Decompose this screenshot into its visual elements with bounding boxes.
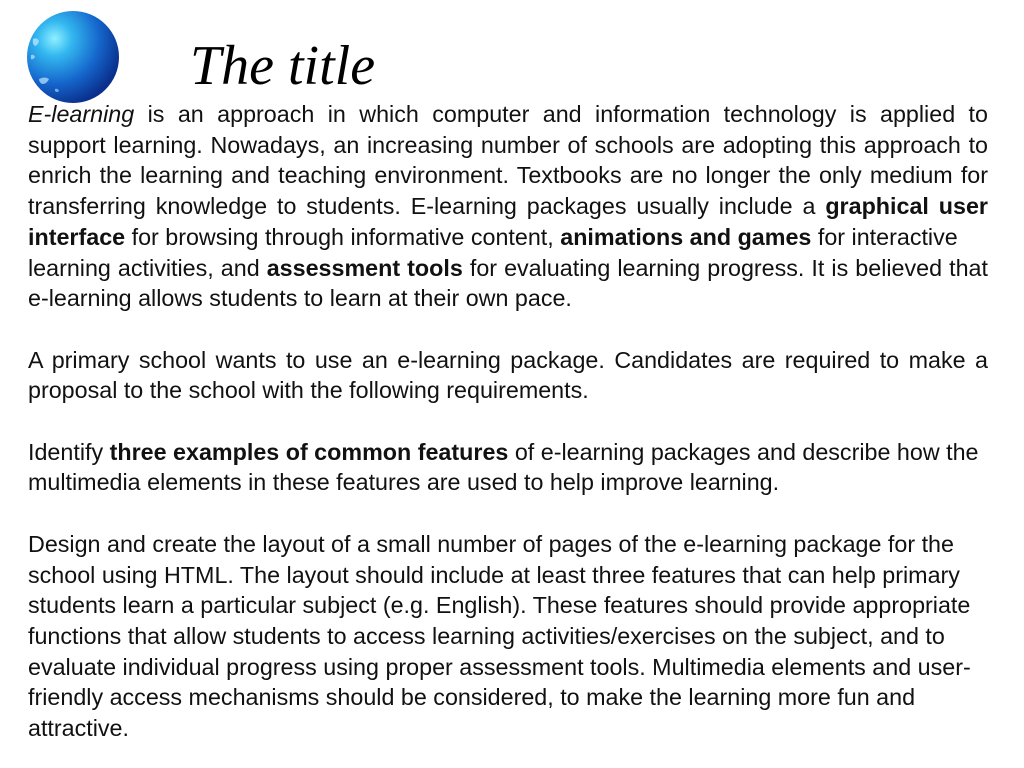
spacer bbox=[28, 498, 988, 529]
spacer bbox=[28, 314, 988, 345]
bold-three-examples: three examples of common features bbox=[109, 438, 509, 465]
continued-text-a: learning activities, and bbox=[28, 254, 267, 281]
bold-assessment-tools: assessment tools bbox=[266, 254, 463, 281]
term-e-learning: E-learning bbox=[28, 101, 135, 127]
bold-gui: graphical user interface bbox=[28, 193, 988, 250]
intro-text-c: for interactive bbox=[811, 223, 958, 250]
identify-text-a: Identify bbox=[28, 438, 110, 465]
paragraph-intro bbox=[28, 99, 988, 253]
paragraph-task: A primary school wants to use an e-learning package. Candidates are required to make a proposal to the school with the following requirements. bbox=[28, 346, 988, 404]
identify-text-b: of e-learning packages and describe how the multimedia elements in these features are used to help improve learning. bbox=[28, 438, 979, 496]
bold-animations-games: animations and games bbox=[560, 223, 812, 250]
spacer bbox=[28, 406, 988, 437]
continued-text-b: for evaluating learning progress. It is believed that e-learning allows students to learn at their own pace. bbox=[28, 254, 988, 312]
intro-text-b: for browsing through informative content, bbox=[125, 223, 561, 250]
paragraph-identify bbox=[28, 437, 988, 498]
paragraph-intro-continued bbox=[28, 253, 988, 314]
intro-text-a: is an approach in which computer and information technology is applied to support learning. Nowadays, an increasing number of schools are adopting this approach to enrich the learning and teaching environment. Textbooks are no longer the only medium for transferring knowledge to students. E-learning packages usually include a bbox=[28, 101, 988, 220]
paragraph-design: Design and create the layout of a small number of pages of the e-learning package for the school using HTML. The layout should include at least three features that can help primary students learn a particular subject (e.g. English). These features should provide appropriate functions that allow students to access learning activities/exercises on the subject, and to evaluate individual progress using proper assessment tools. Multimedia elements and user-friendly access mechanisms should be considered, to make the learning more fun and attractive. bbox=[28, 530, 971, 742]
slide-title: The title bbox=[190, 35, 376, 97]
globe-icon bbox=[25, 9, 121, 105]
slide-body bbox=[28, 99, 988, 744]
